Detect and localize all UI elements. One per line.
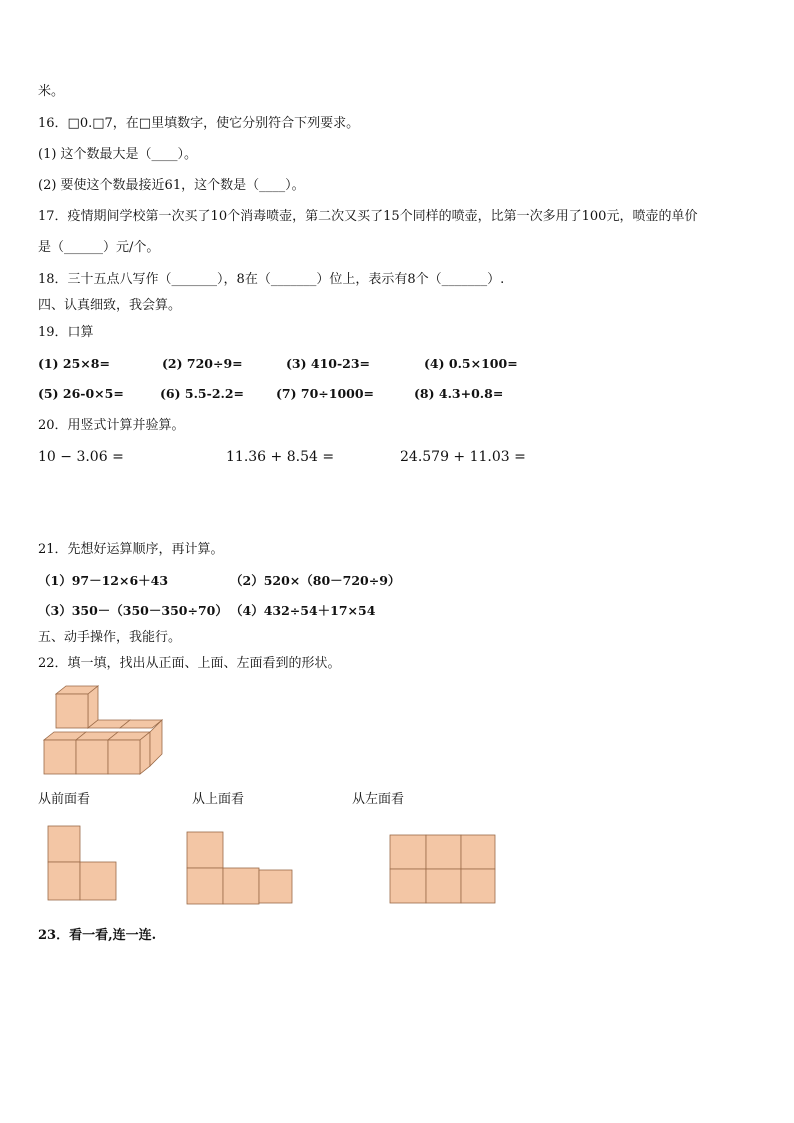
question-16-part-2: (2) 要使这个数最接近61，这个数是（____）。 <box>38 178 305 193</box>
question-20: 20．用竖式计算并验算。 <box>38 418 185 433</box>
question-22: 22．填一填，找出从正面、上面、左面看到的形状。 <box>38 656 341 671</box>
oral-item-3: (3) 410-23= <box>286 356 371 371</box>
question-21: 21．先想好运算顺序，再计算。 <box>38 542 224 557</box>
oral-item-8: (8) 4.3+0.8= <box>414 386 504 401</box>
top-view-shape <box>186 831 296 907</box>
view-label-top: 从上面看 <box>192 792 245 807</box>
oral-item-5: (5) 26-0×5= <box>38 386 124 401</box>
left-view-shape <box>389 834 499 906</box>
question-19: 19．口算 <box>38 325 94 340</box>
question-17-line-2: 是（______）元/个。 <box>38 240 160 255</box>
q21-item-3: （3）350－（350－350÷70） <box>38 603 228 618</box>
front-view-shape <box>46 824 120 904</box>
oral-item-7: (7) 70÷1000= <box>276 386 375 401</box>
q21-item-4: （4）432÷54＋17×54 <box>230 603 376 618</box>
oral-item-4: (4) 0.5×100= <box>424 356 518 371</box>
vertical-calc-2: 11.36 + 8.54 = <box>226 449 335 465</box>
cube-figure <box>40 684 180 776</box>
line-intro: 米。 <box>38 84 65 99</box>
oral-item-6: (6) 5.5-2.2= <box>160 386 245 401</box>
view-label-front: 从前面看 <box>38 792 91 807</box>
section-4-heading: 四、认真细致，我会算。 <box>38 298 182 313</box>
section-5-heading: 五、动手操作，我能行。 <box>38 630 182 645</box>
question-18: 18．三十五点八写作（_______），8在（_______）位上，表示有8个（_______）. <box>38 272 505 287</box>
question-16: 16．□0.□7，在□里填数字，使它分别符合下列要求。 <box>38 116 360 131</box>
question-23: 23．看一看,连一连. <box>38 928 157 943</box>
question-16-part-1: (1) 这个数最大是（____）。 <box>38 147 198 162</box>
view-label-left: 从左面看 <box>352 792 405 807</box>
vertical-calc-1: 10 − 3.06 = <box>38 449 124 465</box>
q21-item-1: （1）97－12×6＋43 <box>38 573 169 588</box>
vertical-calc-3: 24.579 + 11.03 = <box>400 449 526 465</box>
q21-item-2: （2）520×（80－720÷9） <box>230 573 401 588</box>
oral-item-1: (1) 25×8= <box>38 356 110 371</box>
oral-item-2: (2) 720÷9= <box>162 356 243 371</box>
question-17-line-1: 17．疫情期间学校第一次买了10个消毒喷壶，第二次又买了15个同样的喷壶，比第一次多用了100元，喷壶的单价 <box>38 209 698 224</box>
